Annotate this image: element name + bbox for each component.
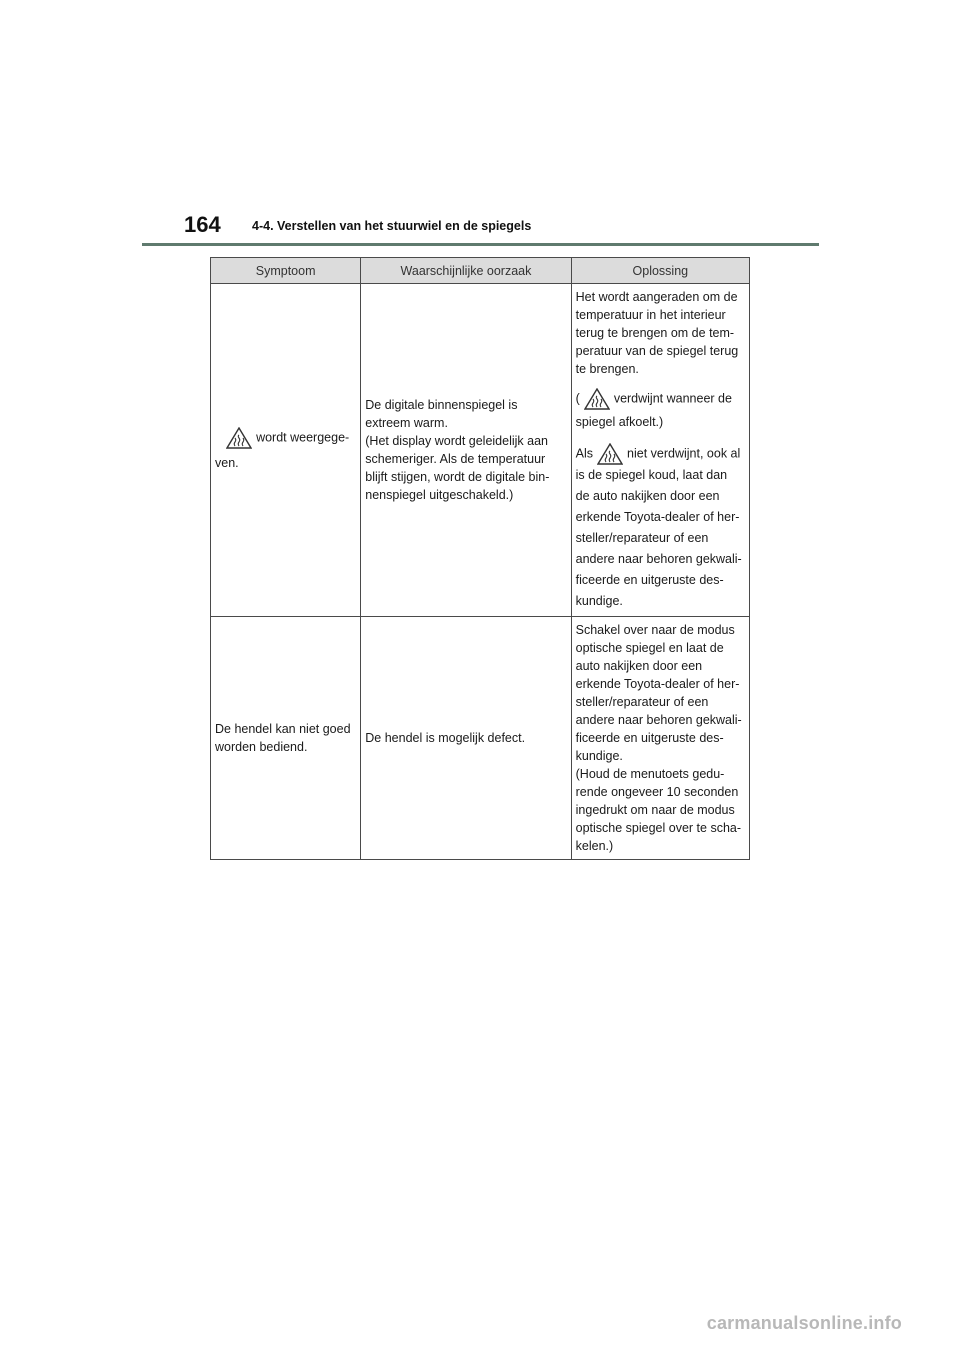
column-header-cause: Waarschijnlijke oorzaak — [361, 258, 571, 284]
solution-text: Als — [575, 446, 594, 461]
header-divider — [142, 243, 819, 246]
warning-triangle-heat-icon — [597, 443, 623, 465]
solution-line: optische spiegel over te scha- — [575, 821, 742, 835]
solution-line: terug te brengen om de tem- — [575, 326, 735, 340]
symptom-table — [210, 257, 750, 860]
warning-triangle-heat-icon — [584, 388, 610, 410]
column-header-symptom: Symptoom — [211, 258, 361, 284]
cause-line: blijft stijgen, wordt de digitale bin- — [365, 470, 550, 484]
symptom-line: worden bediend. — [215, 740, 308, 754]
solution-icon-line — [576, 443, 745, 465]
cause-line: (Het display wordt geleidelijk aan — [365, 434, 548, 448]
solution-line: auto nakijken door een — [575, 659, 703, 673]
symptom-cell — [211, 284, 361, 617]
solution-line: spiegel afkoelt.) — [575, 415, 664, 429]
solution-line: erkende Toyota-dealer of her- — [575, 510, 740, 524]
solution-line: andere naar behoren gekwali- — [575, 552, 742, 566]
solution-icon-line — [576, 388, 745, 410]
solution-line: kundige. — [575, 749, 623, 763]
cause-line: nenspiegel uitgeschakeld.) — [365, 488, 514, 502]
table-header-row — [211, 258, 750, 284]
cause-line: extreem warm. — [365, 416, 448, 430]
section-title: 4-4. Verstellen van het stuurwiel en de spiegels — [252, 219, 532, 233]
solution-line: rende ongeveer 10 seconden — [575, 785, 739, 799]
solution-text: verdwijnt wanneer de — [613, 391, 732, 406]
cause-line: De hendel is mogelijk defect. — [365, 731, 526, 745]
solution-line: de auto nakijken door een — [575, 489, 720, 503]
solution-text: ( — [575, 391, 580, 406]
symptom-text: wordt weergege- — [256, 429, 350, 444]
symptom-line: De hendel kan niet goed — [215, 722, 351, 736]
solution-line: ingedrukt om naar de modus — [575, 803, 735, 817]
solution-cell — [571, 284, 749, 617]
solution-line: is de spiegel koud, laat dan — [575, 468, 728, 482]
cause-cell — [361, 617, 571, 860]
solution-cell — [571, 617, 749, 860]
cause-line: De digitale binnenspiegel is — [365, 398, 518, 412]
solution-line: peratuur van de spiegel terug — [575, 344, 739, 358]
solution-line: andere naar behoren gekwali- — [575, 713, 742, 727]
solution-line: ficeerde en uitgeruste des- — [575, 573, 724, 587]
solution-line: kelen.) — [575, 839, 614, 853]
cause-cell — [361, 284, 571, 617]
solution-line: temperatuur in het interieur — [575, 308, 726, 322]
symptom-text-continued: ven. — [215, 455, 239, 470]
watermark: carmanualsonline.info — [706, 1313, 902, 1333]
solution-line: Schakel over naar de modus — [575, 623, 735, 637]
solution-line: erkende Toyota-dealer of her- — [575, 677, 740, 691]
symptom-cell — [211, 617, 361, 860]
column-header-solution: Oplossing — [571, 258, 749, 284]
solution-line: steller/reparateur of een — [575, 531, 709, 545]
solution-line: Het wordt aangeraden om de — [575, 290, 738, 304]
solution-line: ficeerde en uitgeruste des- — [575, 731, 724, 745]
warning-triangle-heat-icon — [226, 427, 252, 449]
table-row — [211, 617, 750, 860]
cause-line: schemeriger. Als de temperatuur — [365, 452, 546, 466]
symptom-line — [215, 427, 356, 449]
solution-line: te brengen. — [575, 362, 639, 376]
solution-line: steller/reparateur of een — [575, 695, 709, 709]
solution-line: optische spiegel en laat de — [575, 641, 724, 655]
page-number: 164 — [184, 212, 221, 237]
solution-text: niet verdwijnt, ook al — [627, 446, 741, 461]
table-row — [211, 284, 750, 617]
solution-line: kundige. — [575, 594, 623, 608]
solution-line: (Houd de menutoets gedu- — [575, 767, 725, 781]
